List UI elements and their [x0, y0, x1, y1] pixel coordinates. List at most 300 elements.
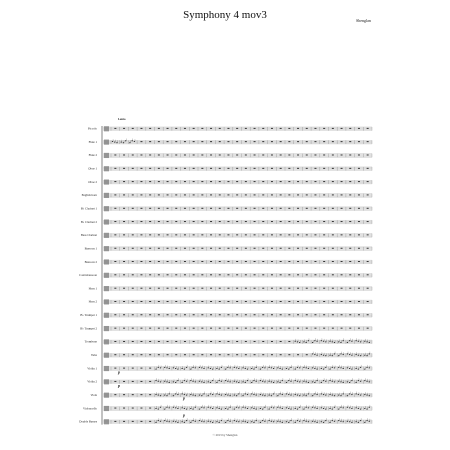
note-head [173, 395, 174, 396]
note-head [247, 380, 248, 381]
whole-rest [175, 168, 177, 169]
whole-rest [158, 261, 160, 262]
whole-rest [280, 261, 282, 262]
note-head [342, 340, 343, 341]
note-head [369, 381, 370, 382]
whole-rest [280, 274, 282, 275]
whole-rest [132, 301, 134, 302]
whole-rest [210, 341, 212, 342]
instrument-label: Flute 2 [88, 153, 97, 158]
whole-rest [175, 221, 177, 222]
whole-rest [158, 155, 160, 156]
note-head [323, 341, 324, 342]
whole-rest [175, 128, 177, 129]
whole-rest [227, 234, 229, 235]
note-head [290, 420, 291, 421]
note-head [166, 407, 167, 408]
note-head [273, 382, 274, 383]
whole-rest [210, 314, 212, 315]
whole-rest [193, 128, 195, 129]
whole-rest [341, 194, 343, 195]
note-head [355, 407, 356, 408]
note-head [190, 422, 191, 423]
clef-icon [104, 393, 109, 398]
whole-rest [288, 141, 290, 142]
note-head [264, 395, 265, 396]
whole-rest [323, 288, 325, 289]
note-head [229, 367, 230, 368]
whole-rest [323, 181, 325, 182]
whole-rest [236, 181, 238, 182]
note-head [358, 422, 359, 423]
instrument-label: Viola [90, 392, 97, 397]
clef-icon [104, 166, 109, 171]
note-head [295, 380, 296, 381]
note-head [229, 381, 230, 382]
whole-rest [132, 288, 134, 289]
note-head [260, 380, 261, 381]
whole-rest [314, 261, 316, 262]
whole-rest [193, 341, 195, 342]
whole-rest [201, 274, 203, 275]
whole-rest [158, 141, 160, 142]
note-head [225, 408, 226, 409]
whole-rest [349, 314, 351, 315]
note-head [349, 368, 350, 369]
whole-rest [245, 288, 247, 289]
note-head [329, 422, 330, 423]
note-head [290, 409, 291, 410]
whole-rest [210, 274, 212, 275]
note-head [325, 355, 326, 356]
whole-rest [245, 328, 247, 329]
note-head [295, 341, 296, 342]
note-head [321, 393, 322, 394]
whole-rest [184, 221, 186, 222]
whole-rest [114, 288, 116, 289]
whole-rest [210, 221, 212, 222]
whole-rest [219, 354, 221, 355]
whole-rest [262, 301, 264, 302]
note-head [234, 367, 235, 368]
note-head [342, 368, 343, 369]
whole-rest [219, 141, 221, 142]
note-head [158, 420, 159, 421]
whole-rest [184, 155, 186, 156]
note-head [164, 420, 165, 421]
whole-rest [332, 155, 334, 156]
note-head [114, 142, 115, 143]
whole-rest [175, 208, 177, 209]
whole-rest [306, 328, 308, 329]
note-head [325, 367, 326, 368]
note-head [314, 393, 315, 394]
whole-rest [219, 234, 221, 235]
note-head [297, 409, 298, 410]
whole-rest [262, 221, 264, 222]
whole-rest [167, 354, 169, 355]
note-head [268, 395, 269, 396]
whole-rest [297, 261, 299, 262]
whole-rest [288, 354, 290, 355]
note-head [329, 355, 330, 356]
whole-rest [271, 234, 273, 235]
whole-rest [323, 155, 325, 156]
whole-rest [262, 155, 264, 156]
whole-rest [132, 221, 134, 222]
note-head [308, 382, 309, 383]
note-head [340, 367, 341, 368]
note-head [308, 368, 309, 369]
whole-rest [140, 368, 142, 369]
whole-rest [140, 221, 142, 222]
whole-rest [341, 288, 343, 289]
note-head [325, 395, 326, 396]
whole-rest [297, 128, 299, 129]
whole-rest [288, 208, 290, 209]
note-head [262, 381, 263, 382]
note-head [295, 394, 296, 395]
note-head [349, 340, 350, 341]
note-head [218, 369, 219, 370]
whole-rest [184, 314, 186, 315]
instrument-label: Oboe 2 [88, 179, 97, 184]
whole-rest [175, 354, 177, 355]
whole-rest [227, 341, 229, 342]
whole-rest [201, 221, 203, 222]
whole-rest [271, 221, 273, 222]
whole-rest [158, 221, 160, 222]
whole-rest [306, 288, 308, 289]
whole-rest [314, 314, 316, 315]
whole-rest [149, 155, 151, 156]
whole-rest [262, 354, 264, 355]
note-head [201, 395, 202, 396]
whole-rest [280, 208, 282, 209]
whole-rest [114, 248, 116, 249]
whole-rest [314, 208, 316, 209]
note-head [358, 408, 359, 409]
note-head [366, 341, 367, 342]
note-head [290, 367, 291, 368]
whole-rest [245, 341, 247, 342]
note-head [279, 368, 280, 369]
note-head [125, 140, 126, 141]
whole-rest [332, 128, 334, 129]
note-head [321, 421, 322, 422]
note-head [360, 409, 361, 410]
whole-rest [262, 341, 264, 342]
note-head [277, 421, 278, 422]
clef-icon [104, 406, 109, 411]
note-head [295, 408, 296, 409]
note-head [238, 368, 239, 369]
whole-rest [367, 261, 369, 262]
whole-rest [367, 221, 369, 222]
whole-rest [332, 248, 334, 249]
note-head [155, 422, 156, 423]
note-head [312, 395, 313, 396]
whole-rest [158, 208, 160, 209]
note-head [305, 367, 306, 368]
note-head [199, 367, 200, 368]
whole-rest [254, 301, 256, 302]
note-head [155, 408, 156, 409]
whole-rest [254, 354, 256, 355]
note-head [212, 408, 213, 409]
clef-icon [104, 273, 109, 278]
clef-icon [104, 246, 109, 251]
whole-rest [201, 328, 203, 329]
whole-rest [210, 234, 212, 235]
whole-rest [114, 314, 116, 315]
note-head [181, 421, 182, 422]
note-head [195, 381, 196, 382]
note-head [164, 381, 165, 382]
note-head [168, 407, 169, 408]
note-head [177, 369, 178, 370]
whole-rest [349, 248, 351, 249]
whole-rest [288, 341, 290, 342]
note-head [186, 409, 187, 410]
whole-rest [158, 128, 160, 129]
whole-rest [123, 288, 125, 289]
note-head [312, 367, 313, 368]
whole-rest [123, 234, 125, 235]
whole-rest [262, 141, 264, 142]
note-head [299, 342, 300, 343]
whole-rest [332, 194, 334, 195]
note-head [297, 420, 298, 421]
whole-rest [306, 221, 308, 222]
whole-rest [227, 141, 229, 142]
whole-rest [323, 314, 325, 315]
note-head [299, 395, 300, 396]
whole-rest [149, 288, 151, 289]
whole-rest [358, 248, 360, 249]
dynamic-marking: p [183, 412, 185, 418]
whole-rest [254, 181, 256, 182]
whole-rest [341, 261, 343, 262]
whole-rest [201, 248, 203, 249]
note-head [323, 394, 324, 395]
dynamic-marking: p [118, 383, 120, 389]
whole-rest [297, 354, 299, 355]
note-head [332, 395, 333, 396]
whole-rest [306, 234, 308, 235]
note-head [225, 394, 226, 395]
note-head [347, 381, 348, 382]
whole-rest [297, 155, 299, 156]
whole-rest [201, 314, 203, 315]
whole-rest [297, 314, 299, 315]
clef-icon [104, 206, 109, 211]
note-head [190, 394, 191, 395]
whole-rest [245, 354, 247, 355]
whole-rest [123, 274, 125, 275]
note-head [255, 367, 256, 368]
whole-rest [297, 274, 299, 275]
whole-rest [123, 314, 125, 315]
whole-rest [349, 234, 351, 235]
whole-rest [297, 288, 299, 289]
whole-rest [236, 328, 238, 329]
whole-rest [323, 141, 325, 142]
instrument-label: Bassoon 1 [84, 246, 97, 251]
note-head [347, 421, 348, 422]
note-head [303, 395, 304, 396]
whole-rest [341, 155, 343, 156]
note-head [347, 354, 348, 355]
note-head [340, 354, 341, 355]
whole-rest [254, 341, 256, 342]
whole-rest [175, 181, 177, 182]
whole-rest [140, 181, 142, 182]
note-head [262, 409, 263, 410]
whole-rest [323, 328, 325, 329]
note-head [312, 407, 313, 408]
whole-rest [236, 274, 238, 275]
whole-rest [358, 221, 360, 222]
whole-rest [288, 181, 290, 182]
whole-rest [227, 155, 229, 156]
whole-rest [184, 248, 186, 249]
whole-rest [323, 128, 325, 129]
note-head [303, 367, 304, 368]
whole-rest [341, 208, 343, 209]
note-head [268, 420, 269, 421]
whole-rest [132, 368, 134, 369]
note-head [210, 393, 211, 394]
note-head [323, 355, 324, 356]
whole-rest [210, 208, 212, 209]
whole-rest [132, 168, 134, 169]
whole-rest [193, 288, 195, 289]
note-head [173, 421, 174, 422]
whole-rest [175, 155, 177, 156]
whole-rest [271, 274, 273, 275]
note-head [288, 369, 289, 370]
whole-rest [358, 128, 360, 129]
note-head [271, 381, 272, 382]
whole-rest [210, 261, 212, 262]
note-head [236, 407, 237, 408]
note-head [195, 407, 196, 408]
whole-rest [280, 221, 282, 222]
whole-rest [175, 274, 177, 275]
note-head [342, 354, 343, 355]
note-head [364, 408, 365, 409]
whole-rest [114, 408, 116, 409]
note-head [323, 408, 324, 409]
note-head [208, 367, 209, 368]
whole-rest [254, 261, 256, 262]
note-head [121, 142, 122, 143]
note-head [208, 395, 209, 396]
whole-rest [184, 168, 186, 169]
note-head [173, 407, 174, 408]
whole-rest [132, 261, 134, 262]
note-head [316, 380, 317, 381]
whole-rest [367, 128, 369, 129]
note-head [271, 367, 272, 368]
note-head [168, 393, 169, 394]
whole-rest [167, 314, 169, 315]
whole-rest [341, 248, 343, 249]
instrument-label: Trombone [84, 339, 97, 344]
note-head [340, 381, 341, 382]
whole-rest [245, 274, 247, 275]
whole-rest [193, 155, 195, 156]
note-head [210, 382, 211, 383]
whole-rest [123, 328, 125, 329]
whole-rest [140, 274, 142, 275]
whole-rest [175, 341, 177, 342]
whole-rest [201, 288, 203, 289]
note-head [208, 381, 209, 382]
note-head [321, 354, 322, 355]
whole-rest [262, 168, 264, 169]
note-head [208, 407, 209, 408]
note-head [369, 421, 370, 422]
whole-rest [262, 288, 264, 289]
whole-rest [288, 248, 290, 249]
whole-rest [175, 234, 177, 235]
whole-rest [167, 248, 169, 249]
note-head [116, 142, 117, 143]
whole-rest [271, 155, 273, 156]
note-head [277, 407, 278, 408]
whole-rest [254, 128, 256, 129]
note-head [329, 394, 330, 395]
whole-rest [184, 274, 186, 275]
whole-rest [219, 274, 221, 275]
note-head [358, 394, 359, 395]
whole-rest [245, 234, 247, 235]
note-head [186, 420, 187, 421]
whole-rest [149, 354, 151, 355]
note-head [158, 367, 159, 368]
whole-rest [236, 314, 238, 315]
whole-rest [210, 328, 212, 329]
note-head [184, 408, 185, 409]
whole-rest [349, 208, 351, 209]
note-head [305, 407, 306, 408]
note-head [364, 369, 365, 370]
whole-rest [149, 368, 151, 369]
note-head [216, 393, 217, 394]
note-head [321, 382, 322, 383]
note-head [173, 367, 174, 368]
whole-rest [123, 181, 125, 182]
whole-rest [288, 221, 290, 222]
whole-rest [306, 261, 308, 262]
whole-rest [297, 168, 299, 169]
whole-rest [332, 314, 334, 315]
note-head [175, 421, 176, 422]
whole-rest [123, 155, 125, 156]
whole-rest [314, 194, 316, 195]
whole-rest [341, 141, 343, 142]
whole-rest [306, 168, 308, 169]
note-head [349, 382, 350, 383]
whole-rest [349, 301, 351, 302]
note-head [297, 381, 298, 382]
whole-rest [271, 301, 273, 302]
whole-rest [349, 141, 351, 142]
whole-rest [323, 248, 325, 249]
note-head [245, 421, 246, 422]
